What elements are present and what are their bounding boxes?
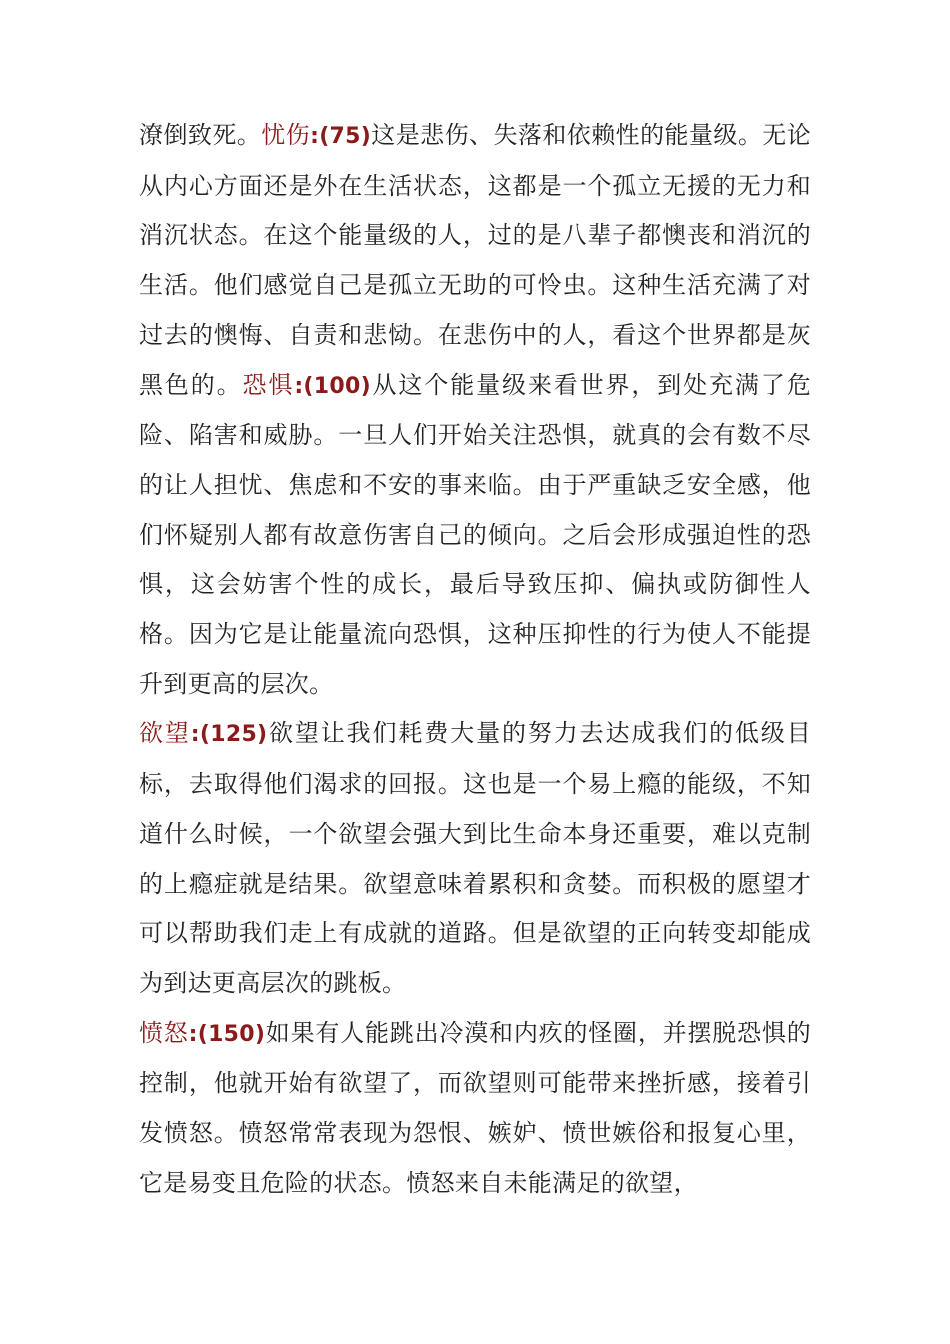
paragraph-anger bbox=[139, 1009, 811, 1209]
body-text: 从这个能量级来看世界，到处充满了危险、陷害和威胁。一旦人们开始关注恐惧，就真的会有数不尽的让人担忧、焦虑和不安的事来临。由于严重缺乏安全感，他们怀疑别人都有故意伤害自己的倾向。之后会形成强迫性的恐惧，这会妨害个性的成长，最后导致压抑、偏执或防御性人格。因为它是让能量流向恐惧，这种压抑性的行为使人不能提升到更高的层次。 bbox=[139, 370, 811, 698]
score-anger: :(150) bbox=[188, 1021, 266, 1047]
document-page bbox=[139, 111, 811, 1208]
term-desire: 欲望 bbox=[139, 719, 191, 748]
body-text: 如果有人能跳出冷漠和内疚的怪圈，并摆脱恐惧的控制，他就开始有欲望了，而欲望则可能带来挫折感，接着引发愤怒。愤怒常常表现为怨恨、嫉妒、愤世嫉俗和报复心里，它是易变且危险的状态。愤怒来自未能满足的欲望， bbox=[139, 1018, 811, 1197]
score-desire: :(125) bbox=[190, 722, 268, 748]
term-grief: 忧伤 bbox=[261, 121, 311, 149]
score-fear: :(100) bbox=[294, 373, 371, 399]
body-text: 欲望让我们耗费大量的努力去达成我们的低级目标，去取得他们渴求的回报。这也是一个易上瘾的能级，不知道什么时候，一个欲望会强大到比生命本身还重要，难以克制的上瘾症就是结果。欲望意味着累积和贪婪。而积极的愿望才可以帮助我们走上有成就的道路。但是欲望的正向转变却能成为到达更高层次的跳板。 bbox=[139, 719, 811, 997]
paragraph-desire bbox=[139, 709, 811, 1008]
paragraph-grief-fear bbox=[139, 111, 811, 709]
term-fear: 恐惧 bbox=[242, 370, 295, 399]
term-anger: 愤怒 bbox=[139, 1018, 189, 1047]
score-grief: :(75) bbox=[310, 124, 372, 149]
body-text: 潦倒致死。 bbox=[139, 121, 262, 149]
body-text: 这是悲伤、失落和依赖性的能量级。无论从内心方面还是外在生活状态，这都是一个孤立无援的无力和消沉状态。在这个能量级的人，过的是八辈子都懊丧和消沉的生活。他们感觉自己是孤立无助的可怜虫。这种生活充满了对过去的懊悔、自责和悲恸。在悲伤中的人，看这个世界都是灰黑色的。 bbox=[139, 121, 812, 399]
